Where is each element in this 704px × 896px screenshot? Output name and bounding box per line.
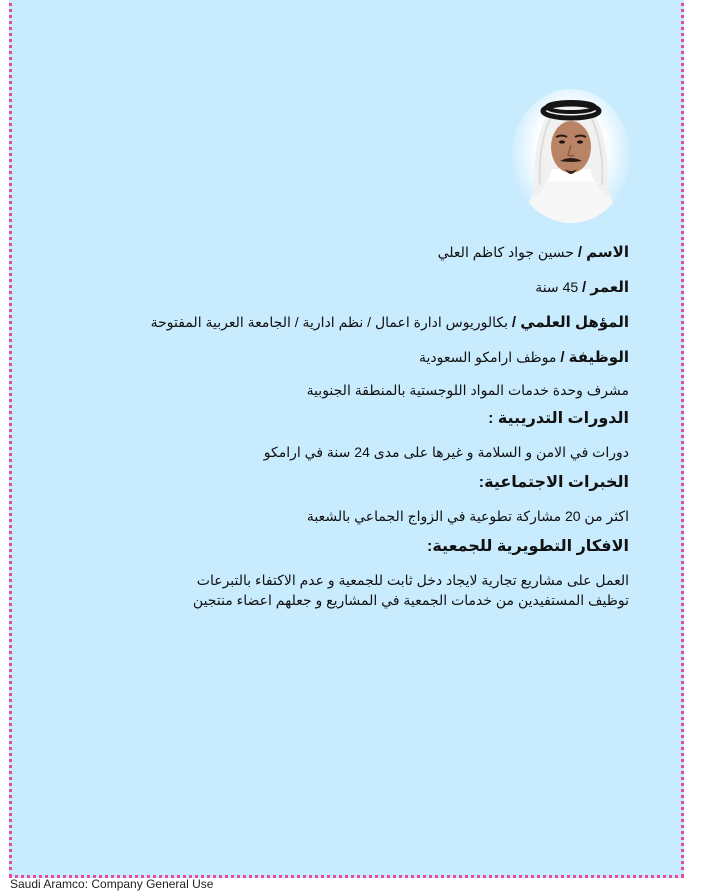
training-heading: الدورات التدريبية : bbox=[488, 410, 629, 427]
ideas-line-2: توظيف المستفيدين من خدمات الجمعية في المشاريع و جعلهم اعضاء منتجين bbox=[192, 592, 629, 608]
profile-photo bbox=[512, 89, 630, 223]
social-text: اكثر من 20 مشاركة تطوعية في الزواج الجماعي بالشعبة bbox=[306, 508, 629, 524]
training-text: دورات في الامن و السلامة و غيرها على مدى 24 سنة في ارامكو bbox=[263, 444, 629, 460]
age-line bbox=[169, 278, 629, 297]
name-line bbox=[169, 243, 629, 262]
name-value: حسين جواد كاظم العلي bbox=[437, 244, 574, 260]
job-detail: مشرف وحدة خدمات المواد اللوجستية بالمنطقة الجنوبية bbox=[306, 382, 629, 398]
job-label: الوظيفة / bbox=[560, 349, 629, 366]
job-line bbox=[169, 348, 629, 367]
portrait-image bbox=[512, 89, 630, 223]
social-heading: الخبرات الاجتماعية: bbox=[478, 474, 629, 491]
age-label: العمر / bbox=[582, 279, 629, 296]
age-value: 45 سنة bbox=[535, 279, 579, 295]
profile-content bbox=[150, 239, 629, 609]
job-value: موظف ارامكو السعودية bbox=[419, 349, 557, 365]
classification-footer: Saudi Aramco: Company General Use bbox=[10, 877, 214, 891]
document-page bbox=[9, 0, 684, 878]
name-label: الاسم / bbox=[577, 244, 629, 261]
ideas-line-1: العمل على مشاريع تجارية لايجاد دخل ثابت للجمعية و عدم الاكتفاء بالتبرعات bbox=[196, 572, 629, 588]
qualification-value: بكالوريوس ادارة اعمال / نظم ادارية / الجامعة العربية المفتوحة bbox=[150, 314, 508, 330]
qualification-label: المؤهل العلمي / bbox=[511, 314, 629, 331]
ideas-heading: الافكار التطويرية للجمعية: bbox=[427, 538, 629, 555]
qualification-line bbox=[150, 313, 629, 332]
